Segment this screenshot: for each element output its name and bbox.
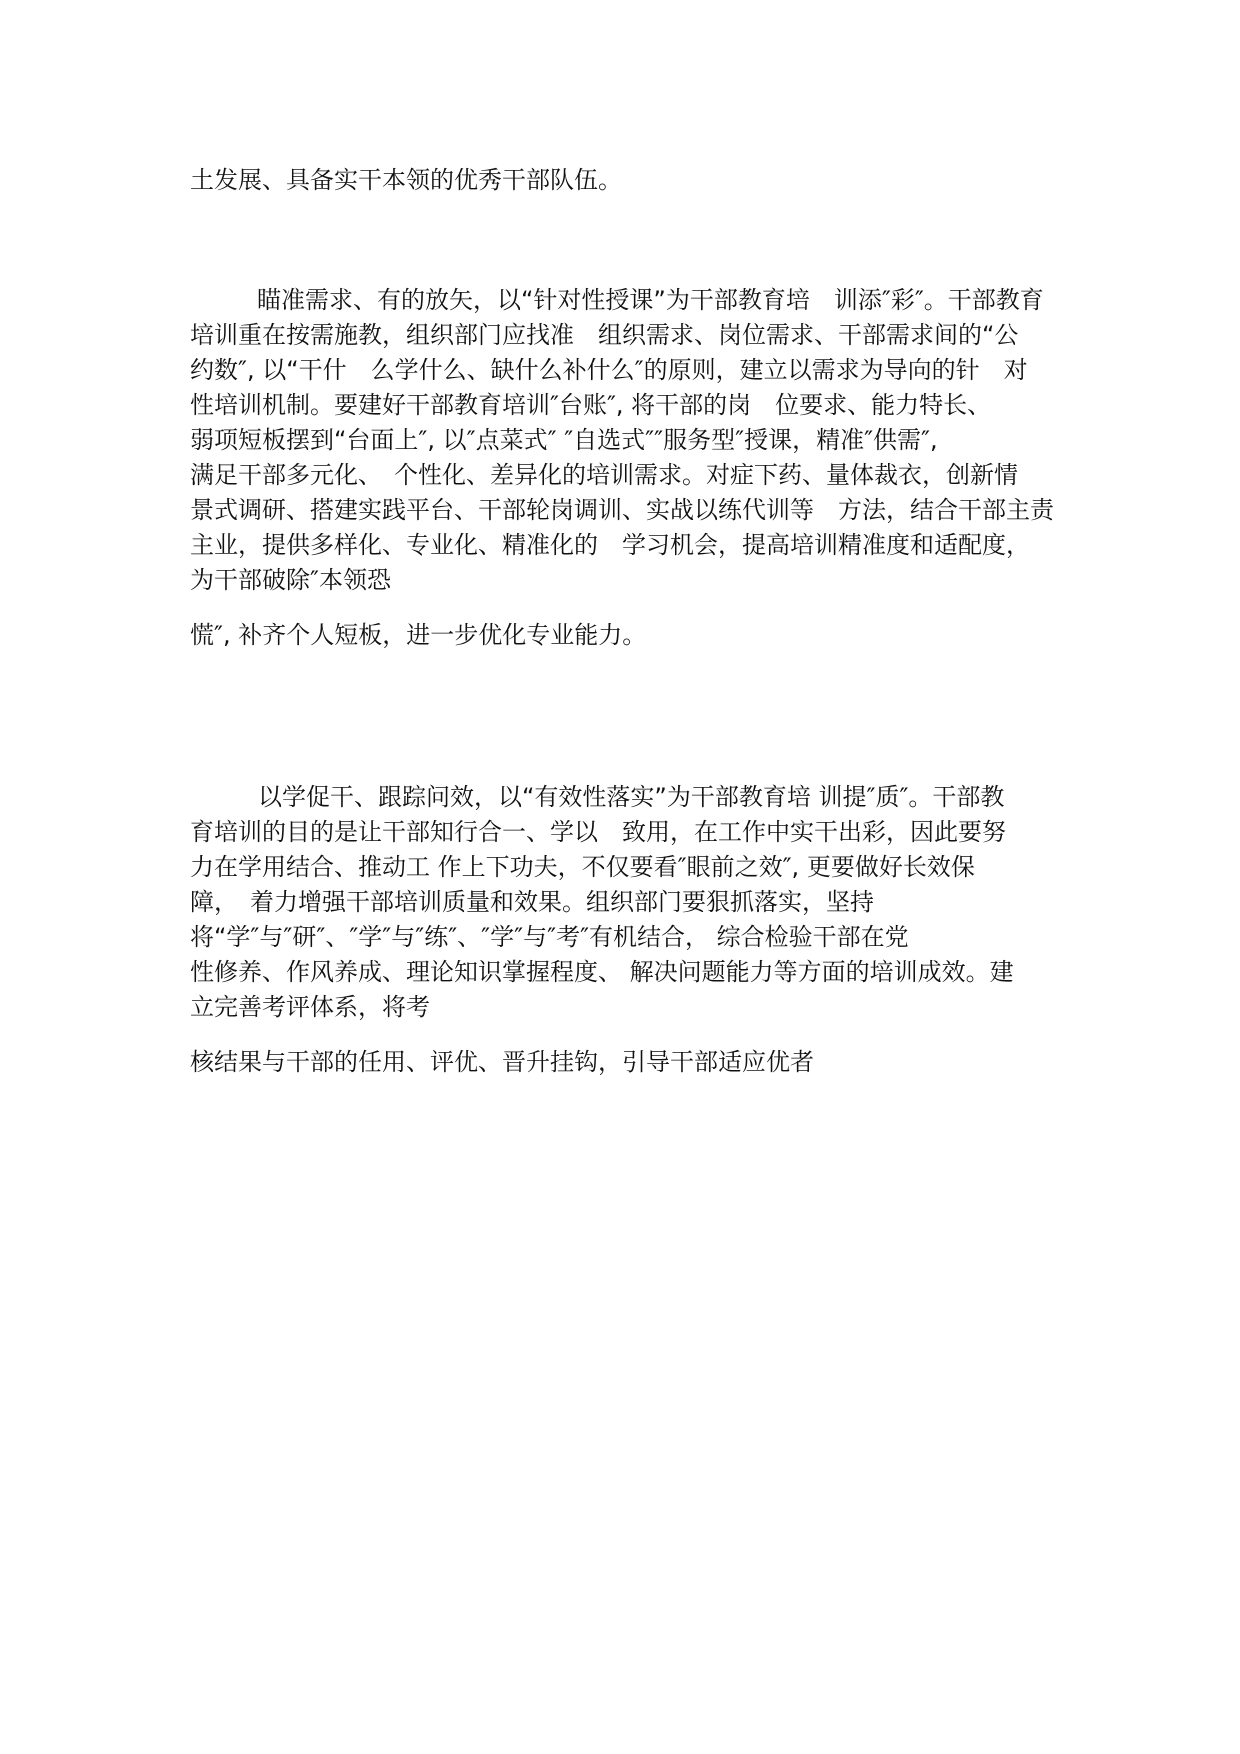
paragraph-1-line: 景式调研、搭建实践平台、干部轮岗调训、实战以练代训等 方法，结合干部主责 [190, 496, 1054, 524]
paragraph-1-line: 满足干部多元化、 个性化、差异化的培训需求。对症下药、量体裁衣，创新情 [190, 461, 1018, 489]
paragraph-1-line: 弱项短板摆到“台面上″, 以″点菜式″ ″自选式″″服务型″授课，精准″供需″, [190, 426, 938, 454]
paragraph-2-line: 将“学″与″研″、″学″与″练″、″学″与″考″有机结合， 综合检验干部在党 [190, 923, 909, 951]
paragraph-1-continuation: 慌″, 补齐个人短板，进一步优化专业能力。 [190, 621, 647, 649]
paragraph-2-line: 性修养、作风养成、理论知识掌握程度、 解决问题能力等方面的培训成效。建 [190, 958, 1014, 986]
paragraph-1-line: 主业，提供多样化、专业化、精准化的 学习机会，提高培训精准度和适配度， [190, 531, 1030, 559]
paragraph-1-line: 为干部破除″本领恐 [190, 566, 391, 594]
paragraph-2-line: 障， 着力增强干部培训质量和效果。组织部门要狠抓落实，坚持 [190, 888, 874, 916]
paragraph-2-line: 育培训的目的是让干部知行合一、学以 致用，在工作中实干出彩，因此要努 [190, 818, 1006, 846]
paragraph-1-line: 约数″, 以“干什 么学什么、缺什么补什么″的原则，建立以需求为导向的针 对 [190, 356, 1028, 384]
paragraph-2-continuation: 核结果与干部的任用、评优、晋升挂钩，引导干部适应优者 [190, 1048, 814, 1076]
paragraph-2-line: 力在学用结合、推动工 作上下功夫，不仅要看″眼前之效″, 更要做好长效保 [190, 853, 975, 881]
paragraph-1-line: 瞄准需求、有的放矢，以“针对性授课”为干部教育培 训添″彩″。干部教育 [257, 286, 1044, 314]
paragraph-2-line: 立完善考评体系，将考 [190, 993, 430, 1021]
paragraph-2-line: 以学促干、跟踪问效，以“有效性落实”为干部教育培 训提″质″。干部教 [258, 783, 1005, 811]
top-fragment-line: 土发展、具备实干本领的优秀干部队伍。 [190, 166, 622, 194]
paragraph-1-line: 培训重在按需施教，组织部门应找准 组织需求、岗位需求、干部需求间的“公 [190, 321, 1019, 349]
paragraph-1-line: 性培训机制。要建好干部教育培训″台账″, 将干部的岗 位要求、能力特长、 [190, 391, 992, 419]
